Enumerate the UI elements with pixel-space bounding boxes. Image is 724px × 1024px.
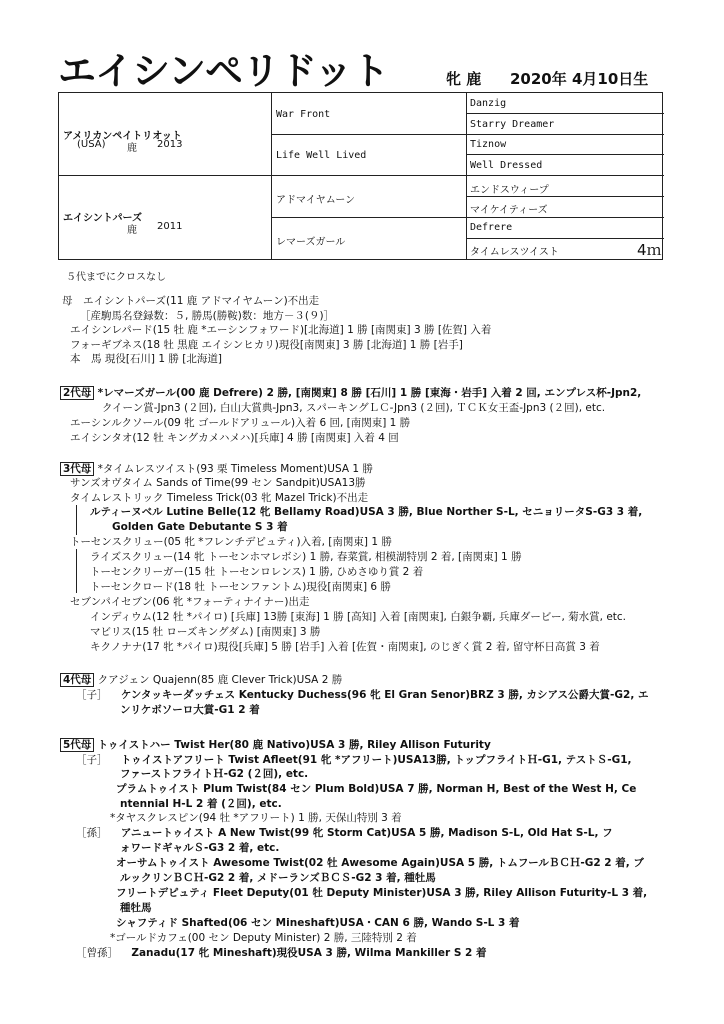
sire-year: 2013 — [157, 139, 183, 150]
third-dam-g5: インディウム(12 牡 *パイロ) [兵庫] 13勝 [東海] 1 勝 [高知] 入着 [南関東], 白銀争覇, 兵庫ダービー, 菊水賞, etc. — [90, 611, 627, 623]
fourth-dam-child: ケンタッキーダッチェス Kentucky Duchess(96 牝 El Gran Senor)BRZ 3 勝, カシアス公爵大賞-G2, エ — [120, 689, 649, 701]
third-dam-prod-3: トーセンスクリュー(05 牝 *フレンチデピュティ)入着, [南関東] 1 勝 — [70, 536, 392, 548]
section-label-4: 4代母 — [60, 673, 94, 687]
fourth-dam-child-row — [0, 688, 724, 702]
second-dam-prod-2: エイシンタオ(12 牡 キングカメハメハ)[兵庫] 4 勝 [南関東] 入着 4 回 — [70, 432, 399, 444]
label-great-grandchild: ［曾孫］ — [76, 947, 118, 959]
second-dam-prod-1: エーシンルクソール(09 牝 ゴールドアリュール)入着 6 回, [南関東] 1 勝 — [70, 417, 411, 429]
fifth-grandchild-1-cont: ォワードギャルＳ-G3 2 着, etc. — [120, 842, 280, 854]
sibling-1: エイシンレパード(15 牡 鹿 *エーシンフォワード)[北海道] 1 勝 [南関東] 3 勝 [佐賀] 入着 — [70, 324, 492, 336]
section-label-3: 3代母 — [60, 462, 94, 476]
fifth-grandchild-row-1 — [0, 826, 724, 840]
third-dam-row — [0, 462, 724, 476]
sibling-self: 本 馬 現役[石川] 1 勝 [北海道] — [70, 353, 222, 365]
third-dam-g7: キクノナナ(17 牝 *パイロ)現役[兵庫] 5 勝 [岩手] 入着 [佐賀・南関東], のじぎく賞 2 着, 留守杯日高賞 3 着 — [90, 641, 600, 653]
gen3-7: Defrere — [470, 222, 513, 233]
third-dam-prod-1: サンズオヴタイム Sands of Time(99 セン Sandpit)USA13勝 — [70, 477, 366, 489]
label-child: ［子］ — [76, 689, 108, 701]
fifth-child-3: *タヤスクレスピン(94 牡 *アフリート) 1 勝, 天保山特別 3 着 — [110, 812, 402, 824]
fifth-grandchild-4: シャフティド Shafted(06 セン Mineshaft)USA・CAN 6 勝, Wando S-L 3 着 — [116, 917, 520, 929]
sire-color: 鹿 — [127, 143, 137, 154]
fifth-grandchild-5: *ゴールドカフェ(00 セン Deputy Minister) 2 勝, 三陸特別 2 着 — [110, 932, 417, 944]
second-dam-text: *レマーズガール(00 鹿 Defrere) 2 勝, [南関東] 8 勝 [石川] 1 勝 [東海・岩手] 入着 2 回, エンプレス杯-Jpn2, — [97, 387, 642, 399]
fifth-greatgrandchild-row — [0, 946, 724, 960]
fifth-dam-text: トゥイストハー Twist Her(80 鹿 Nativo)USA 3 勝, Riley Allison Futurity — [97, 739, 491, 751]
third-dam-prod-2: タイムレストリック Timeless Trick(03 牝 Mazel Trick)不出走 — [70, 492, 369, 504]
fourth-dam-child-cont: ンリケボソーロ大賞-G1 2 着 — [120, 704, 260, 716]
inbreed-note: 4ｍ — [637, 241, 662, 259]
fifth-child-2-cont: ntennial H-L 2 着 (２回), etc. — [120, 798, 282, 810]
third-dam-text: *タイムレスツイスト(93 栗 Timeless Moment)USA 1 勝 — [97, 463, 373, 475]
gen3-8: タイムレスツイスト — [470, 247, 559, 258]
dam-color: 鹿 — [127, 225, 137, 236]
fifth-child-2: プラムトゥイスト Plum Twist(84 セン Plum Bold)USA 7 勝, Norman H, Best of the West H, Ce — [116, 783, 637, 795]
pedigree-table — [58, 92, 663, 260]
dam-line: 母 エイシントパーズ(11 鹿 アドマイヤムーン)不出走 — [62, 295, 320, 307]
third-dam-g6: マビリス(15 牡 ローズキングダム) [南関東] 3 勝 — [90, 626, 321, 638]
fifth-grandchild-1: アニュートゥイスト A New Twist(99 牝 Storm Cat)USA 5 勝, Madison S-L, Old Hat S-L, フ — [120, 827, 613, 839]
third-dam-prod-4: セブンパイセブン(06 牝 *フォーティナイナー)出走 — [70, 596, 310, 608]
fourth-dam-row — [0, 673, 724, 687]
fifth-grandchild-3: フリートデピュティ Fleet Deputy(01 牡 Deputy Minister)USA 3 勝, Riley Allison Futurity-L 3 着, — [116, 887, 648, 899]
gen2-dam-sire: アドマイヤムーン — [276, 195, 355, 206]
section-label-5: 5代母 — [60, 738, 94, 752]
second-dam-row — [0, 386, 724, 400]
label-child-2: ［子］ — [76, 754, 108, 766]
fifth-grandchild-3-cont: 種牡馬 — [120, 902, 152, 914]
fifth-child-1: トゥイストアフリート Twist Afleet(91 牝 *アフリート)USA13勝, トップフライトＨ-G1, テストＳ-G1, — [120, 754, 632, 766]
dam-produce-summary: ［産駒馬名登録数：５, 勝馬(勝鞍)数：地方－３(９)］ — [80, 310, 335, 322]
sire-name: アメリカンペイトリオット — [63, 131, 182, 142]
gen3-4: Well Dressed — [470, 160, 543, 171]
gen3-1: Danzig — [470, 98, 507, 109]
sire-origin: (USA) — [77, 139, 106, 150]
label-grandchild: ［孫］ — [76, 827, 108, 839]
third-dam-g3: トーセンクリーガー(15 牡 トーセンロレンス) 1 勝, ひめさゆり賞 2 着 — [90, 566, 424, 578]
sibling-2: フォーギブネス(18 牡 黒鹿 エイシンヒカリ)現役[南関東] 3 勝 [北海道] 1 勝 [岩手] — [70, 339, 463, 351]
fifth-dam-row — [0, 738, 724, 752]
third-dam-g1-cont: Golden Gate Debutante S 3 着 — [112, 521, 288, 533]
gen3-2: Starry Dreamer — [470, 119, 555, 130]
gen3-6: マイケイティーズ — [470, 205, 548, 216]
gen2-dam-dam: レマーズガール — [276, 237, 346, 248]
fifth-grandchild-2: オーサムトゥイスト Awesome Twist(02 牡 Awesome Again)USA 5 勝, トムフールＢＣＨ-G2 2 着, ブ — [116, 857, 644, 869]
gen2-sire-dam: Life Well Lived — [276, 150, 367, 161]
dam-name: エイシントパーズ — [63, 213, 143, 224]
gen3-5: エンドスウィープ — [470, 185, 549, 196]
third-dam-g2: ライズスクリュー(14 牝 トーセンホマレボシ) 1 勝, 春菜賞, 相模湖特別 2 着, [南関東] 1 勝 — [90, 551, 522, 563]
fifth-grandchild-2-cont: ルックリンＢＣＨ-G2 2 着, メドーランズＢＣＳ-G2 3 着, 種牡馬 — [120, 872, 436, 884]
fifth-greatgrandchild-1: Zanadu(17 牝 Mineshaft)現役USA 3 勝, Wilma Mankiller S 2 着 — [131, 947, 487, 959]
fourth-dam-text: クアジェン Quajenn(85 鹿 Clever Trick)USA 2 勝 — [97, 674, 343, 686]
sex-color: 牝 鹿 — [446, 70, 482, 88]
fifth-child-1-cont: ファーストフライトＨ-G2 (２回), etc. — [120, 768, 309, 780]
fifth-child-row-1 — [0, 753, 724, 767]
birth-date: 2020年 4月10日生 — [510, 70, 649, 88]
cross-note: ５代までにクロスなし — [66, 272, 166, 283]
horse-name-title: エイシンペリドット — [58, 49, 389, 93]
gen3-3: Tiznow — [470, 139, 507, 150]
second-dam-cont: クイーン賞-Jpn3 (２回), 白山大賞典-Jpn3, スパーキングＬＣ-Jpn3 (２回), ＴＣＫ女王盃-Jpn3 (２回), etc. — [102, 402, 606, 414]
dam-year: 2011 — [157, 221, 183, 232]
section-label-2: 2代母 — [60, 386, 94, 400]
third-dam-g4: トーセンクロード(18 牡 トーセンファントム)現役[南関東] 6 勝 — [90, 581, 391, 593]
third-dam-g1: ルティーヌベル Lutine Belle(12 牝 Bellamy Road)USA 3 勝, Blue Norther S-L, セニョリータS-G3 3 着, — [90, 506, 643, 518]
gen2-sire-sire: War Front — [276, 109, 331, 120]
